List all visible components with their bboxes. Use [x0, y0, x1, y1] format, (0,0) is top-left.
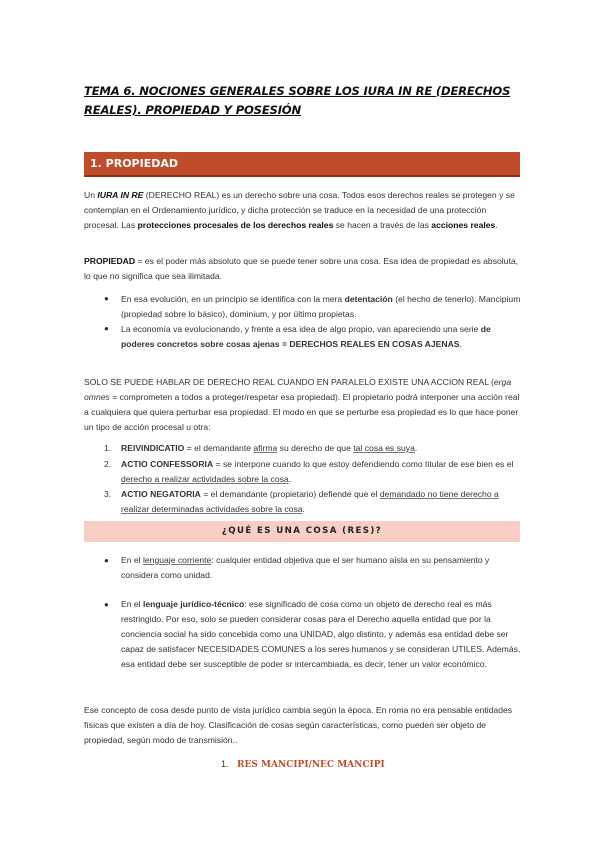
list-item-actio-negatoria: ACTIO NEGATORIA = el demandante (propietario) defiende que el demandado no tiene derecho a realizar determinadas actividades sobre la cosa.	[121, 489, 499, 514]
bullet-marker: ●	[104, 600, 109, 609]
paragraph-propiedad-definition: PROPIEDAD = es el poder más absoluto que se puede tener sobre una cosa. Esa idea de propiedad es absoluta, lo que no significa que sea ilimitada.	[84, 256, 519, 281]
list-number: 2.	[104, 459, 112, 469]
subheading-title: RES MANCIPI/NEC MANCIPI	[237, 760, 385, 770]
subheading-res-mancipi	[221, 759, 385, 770]
paragraph-concepto-cosa: Ese concepto de cosa desde punto de vista jurídico cambia según la época. En roma no era pensable entidades físicas que existen a día de hoy. Clasificación de cosas según características, como pueden ser objeto de propiedad, según modo de transmisión..	[84, 705, 513, 745]
bullet-item-evolucion: En esa evolución, en un principio se identifica con la mera detentación (el hecho de tenerlo). Mancipium (propiedad sobre lo básico), dominium, y por último propietas.	[121, 294, 521, 319]
list-number: 1.	[104, 443, 112, 453]
paragraph-iura-in-re: Un IURA IN RE (DERECHO REAL) es un derecho sobre una cosa. Todos esos derechos reales se protegen y se contemplan en el Ordenamiento jurídico, y dicha protección se traduce en la necesidad de una protección procesal. Las protecciones procesales de los derechos reales se hacen a través de las acciones reales.	[84, 190, 515, 230]
section-heading-bar	[84, 152, 520, 177]
bullet-marker: ●	[104, 294, 109, 303]
list-item-reivindicatio: REIVINDICATIO = el demandante afirma su derecho de que tal cosa es suya.	[121, 443, 418, 453]
bullet-marker: ●	[104, 556, 109, 565]
document-title: TEMA 6. NOCIONES GENERALES SOBRE LOS IURA IN RE (DERECHOS REALES). PROPIEDAD Y POSESIÓN	[84, 84, 511, 117]
bullet-item-economia: La economía va evolucionando, y frente a esa idea de algo propio, van apareciendo una serie de poderes concretos sobre cosas ajenas = DERECHOS REALES EN COSAS AJENAS.	[121, 324, 491, 349]
subheading-number: 1.	[221, 759, 229, 769]
section-heading-propiedad: 1. PROPIEDAD	[90, 157, 178, 170]
bullet-item-lenguaje-corriente: En el lenguaje corriente: cualquier entidad objetiva que el ser humano aísla en su pensamiento y considera como unidad.	[121, 555, 490, 580]
list-number: 3.	[104, 489, 112, 499]
subsection-heading-que-es-una-cosa: ¿QUÉ ES UNA COSA (RES)?	[221, 526, 383, 536]
bullet-item-lenguaje-juridico: En el lenguaje jurídico-técnico: ese significado de cosa como un objeto de derecho real es más restringido. Por eso, solo se pueden considerar cosas para el Derecho aquella entidad que por la conciencia social ha sido concebida como una UNIDAD, algo distinto, y además esa entidad debe ser capaz de satisfacer NECESIDADES COMUNES a los seres humanos y se consideran UTILES. Además, esa entidad debe ser susceptible de poder sr intercambiada, es decir, tener un valor económico.	[121, 599, 521, 669]
subsection-heading-bar	[84, 521, 520, 542]
bullet-marker: ●	[104, 324, 109, 333]
paragraph-accion-real: SOLO SE PUEDE HABLAR DE DERECHO REAL CUANDO EN PARALELO EXISTE UNA ACCION REAL (erga omnes = comprometen a todos a proteger/respetar esa propiedad). El propietario podrá interponer una acción real a cualquiera que quiera perturbar esa propiedad. El modo en que se perturbe esa propiedad es lo que hace poner un tipo de acción procesal u otra:	[84, 377, 520, 432]
list-item-actio-confessoria: ACTIO CONFESSORIA = se interpone cuando lo que estoy defendiendo como titular de ese bien es el derecho a realizar actividades sobre la cosa.	[121, 459, 514, 484]
